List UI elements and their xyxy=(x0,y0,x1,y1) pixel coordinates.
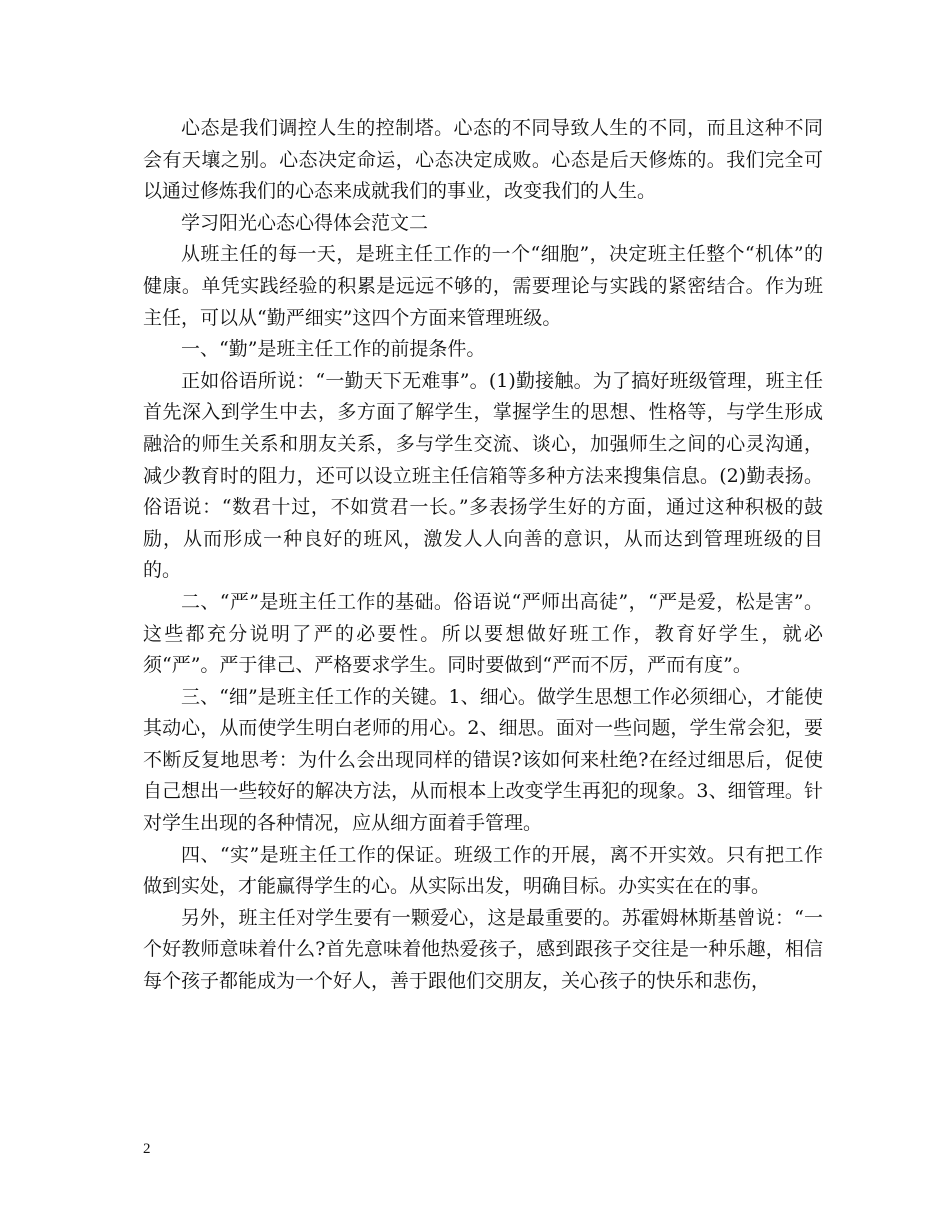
paragraph-qin-heading: 一、“勤”是班主任工作的前提条件。 xyxy=(181,338,486,361)
paragraph-shi: 四、“实”是班主任工作的保证。班级工作的开展，离不开实效。只有把工作做到实处，才能赢得学生的心。从实际出发，明确目标。办实实在在的事。 xyxy=(143,843,823,898)
paragraph-yan: 二、“严”是班主任工作的基础。俗语说“严师出高徒”，“严是爱，松是害”。这些都充分说明了严的必要性。所以要想做好班工作，教育好学生，就必须“严”。严于律己、严格要求学生。同时要做到“严而不厉，严而有度”。 xyxy=(143,590,823,677)
paragraph-xi: 三、“细”是班主任工作的关键。1、细心。做学生思想工作必须细心，才能使其动心，从而使学生明白老师的用心。2、细思。面对一些问题，学生常会犯，要不断反复地思考：为什么会出现同样的错误?该如何来杜绝?在经过细思后，促使自己想出一些较好的解决方法，从而根本上改变学生再犯的现象。3、细管理。针对学生出现的各种情况，应从细方面着手管理。 xyxy=(143,685,823,835)
page-number: 2 xyxy=(143,1141,151,1157)
paragraph-intro: 从班主任的每一天，是班主任工作的一个“细胞”，决定班主任整个“机体”的健康。单凭实践经验的积累是远远不够的，需要理论与实践的紧密结合。作为班主任，可以从“勤严细实”这四个方面来管理班级。 xyxy=(143,243,823,329)
body-text xyxy=(143,113,823,998)
paragraph-mindset-control: 心态是我们调控人生的控制塔。心态的不同导致人生的不同，而且这种不同会有天壤之别。心态决定命运，心态决定成败。心态是后天修炼的。我们完全可以通过修炼我们的心态来成就我们的事业，改变我们的人生。 xyxy=(143,117,823,203)
paragraph-qin-body: 正如俗语所说：“一勤天下无难事”。(1)勤接触。为了搞好班级管理，班主任首先深入到学生中去，多方面了解学生，掌握学生的思想、性格等，与学生形成融洽的师生关系和朋友关系，多与学生交流、谈心，加强师生之间的心灵沟通，减少教育时的阻力，还可以设立班主任信箱等多种方法来搜集信息。(2)勤表扬。俗语说：“数君十过，不如赏君一长。”多表扬学生好的方面，通过这种积极的鼓励，从而形成一种良好的班风，激发人人向善的意识，从而达到管理班级的目的。 xyxy=(143,369,823,582)
paragraph-love: 另外，班主任对学生要有一颗爱心，这是最重要的。苏霍姆林斯基曾说：“一个好教师意味着什么?首先意味着他热爱孩子，感到跟孩子交往是一种乐趣，相信每个孩子都能成为一个好人，善于跟他们交朋友，关心孩子的快乐和悲伤， xyxy=(143,906,823,993)
section-heading: 学习阳光心态心得体会范文二 xyxy=(181,211,429,234)
